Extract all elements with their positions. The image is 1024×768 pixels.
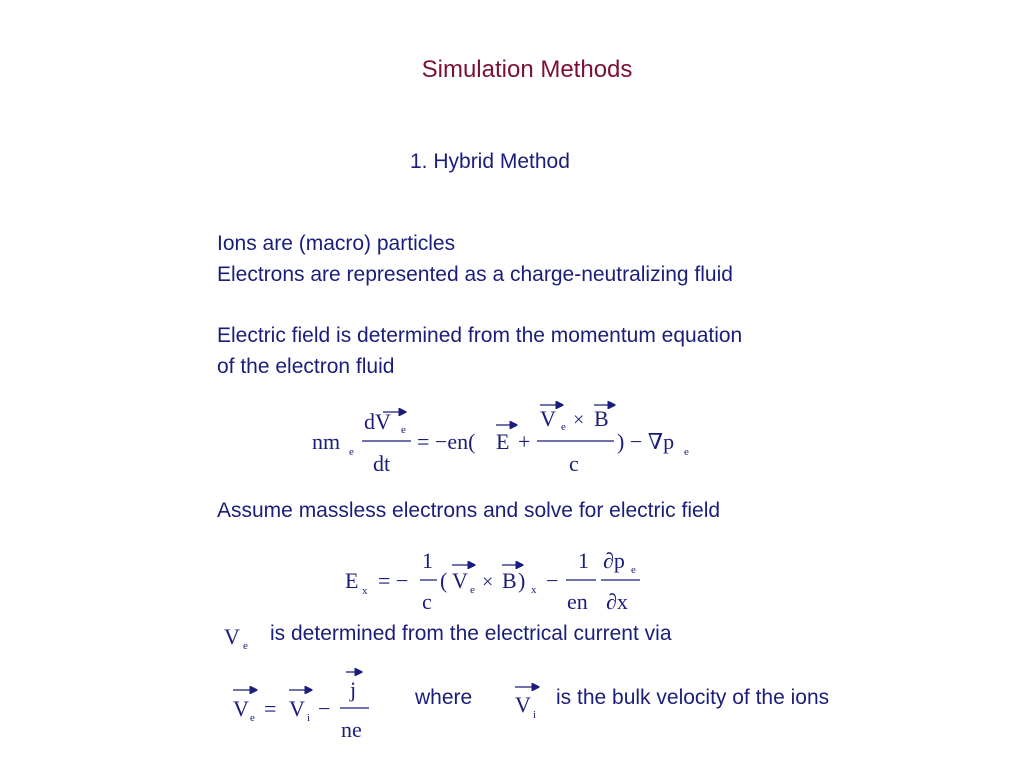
slide-title: Simulation Methods xyxy=(421,56,633,83)
text-field-line-1: Electric field is determined from the momentum equation xyxy=(217,324,743,347)
svg-text:1: 1 xyxy=(578,548,589,573)
svg-text:e: e xyxy=(470,584,475,596)
text-ions: Ions are (macro) particles xyxy=(217,232,456,255)
svg-text:−: − xyxy=(546,568,559,593)
svg-text:(: ( xyxy=(440,568,448,593)
svg-text:e: e xyxy=(349,446,354,458)
svg-text:e: e xyxy=(243,640,248,652)
text-field-line-2: of the electron fluid xyxy=(217,355,395,378)
svg-text:V: V xyxy=(224,624,240,649)
svg-text:nm: nm xyxy=(312,429,341,454)
svg-text:): ) xyxy=(518,568,526,593)
svg-text:−: − xyxy=(318,696,331,721)
svg-text:) − ∇p: ) − ∇p xyxy=(617,429,675,454)
momentum-equation xyxy=(312,405,689,476)
svg-text:∂x: ∂x xyxy=(606,589,628,614)
svg-text:e: e xyxy=(631,564,636,576)
svg-text:i: i xyxy=(533,709,537,721)
svg-text:=: = xyxy=(264,696,277,721)
ve-symbol xyxy=(224,624,248,652)
svg-text:en: en xyxy=(567,589,588,614)
svg-text:i: i xyxy=(307,712,311,724)
svg-text:E: E xyxy=(345,568,359,593)
svg-text:B: B xyxy=(594,406,609,431)
svg-text:e: e xyxy=(401,424,406,436)
svg-text:ne: ne xyxy=(341,717,362,742)
svg-text:E: E xyxy=(496,429,510,454)
text-ve-determined: is determined from the electrical current via xyxy=(270,622,672,645)
text-electrons: Electrons are represented as a charge-neutralizing fluid xyxy=(217,263,733,286)
current-equation xyxy=(233,672,369,742)
text-bulk-velocity: is the bulk velocity of the ions xyxy=(556,686,830,709)
svg-text:1: 1 xyxy=(422,548,433,573)
vi-symbol xyxy=(515,687,538,721)
svg-text:j: j xyxy=(350,677,357,702)
svg-text:= −en(: = −en( xyxy=(417,429,476,454)
svg-text:V: V xyxy=(452,568,468,593)
svg-text:V: V xyxy=(540,406,556,431)
svg-text:c: c xyxy=(569,451,579,476)
svg-text:e: e xyxy=(684,446,689,458)
section-heading: 1. Hybrid Method xyxy=(410,150,570,173)
svg-text:= −: = − xyxy=(378,568,409,593)
svg-text:B: B xyxy=(502,568,517,593)
text-where: where xyxy=(415,686,473,709)
svg-text:x: x xyxy=(362,585,368,597)
svg-text:c: c xyxy=(422,589,432,614)
svg-text:V: V xyxy=(289,696,305,721)
electric-field-equation xyxy=(345,548,640,614)
svg-text:x: x xyxy=(531,584,537,596)
svg-text:V: V xyxy=(515,692,531,717)
text-assume: Assume massless electrons and solve for electric field xyxy=(217,499,721,522)
svg-text:dt: dt xyxy=(373,451,391,476)
svg-text:∂p: ∂p xyxy=(603,548,625,573)
svg-text:dV: dV xyxy=(364,409,391,434)
svg-text:×: × xyxy=(482,571,494,593)
svg-text:e: e xyxy=(561,421,566,433)
svg-text:+: + xyxy=(518,429,531,454)
svg-text:V: V xyxy=(233,696,249,721)
svg-text:×: × xyxy=(573,409,585,431)
svg-text:e: e xyxy=(250,712,255,724)
